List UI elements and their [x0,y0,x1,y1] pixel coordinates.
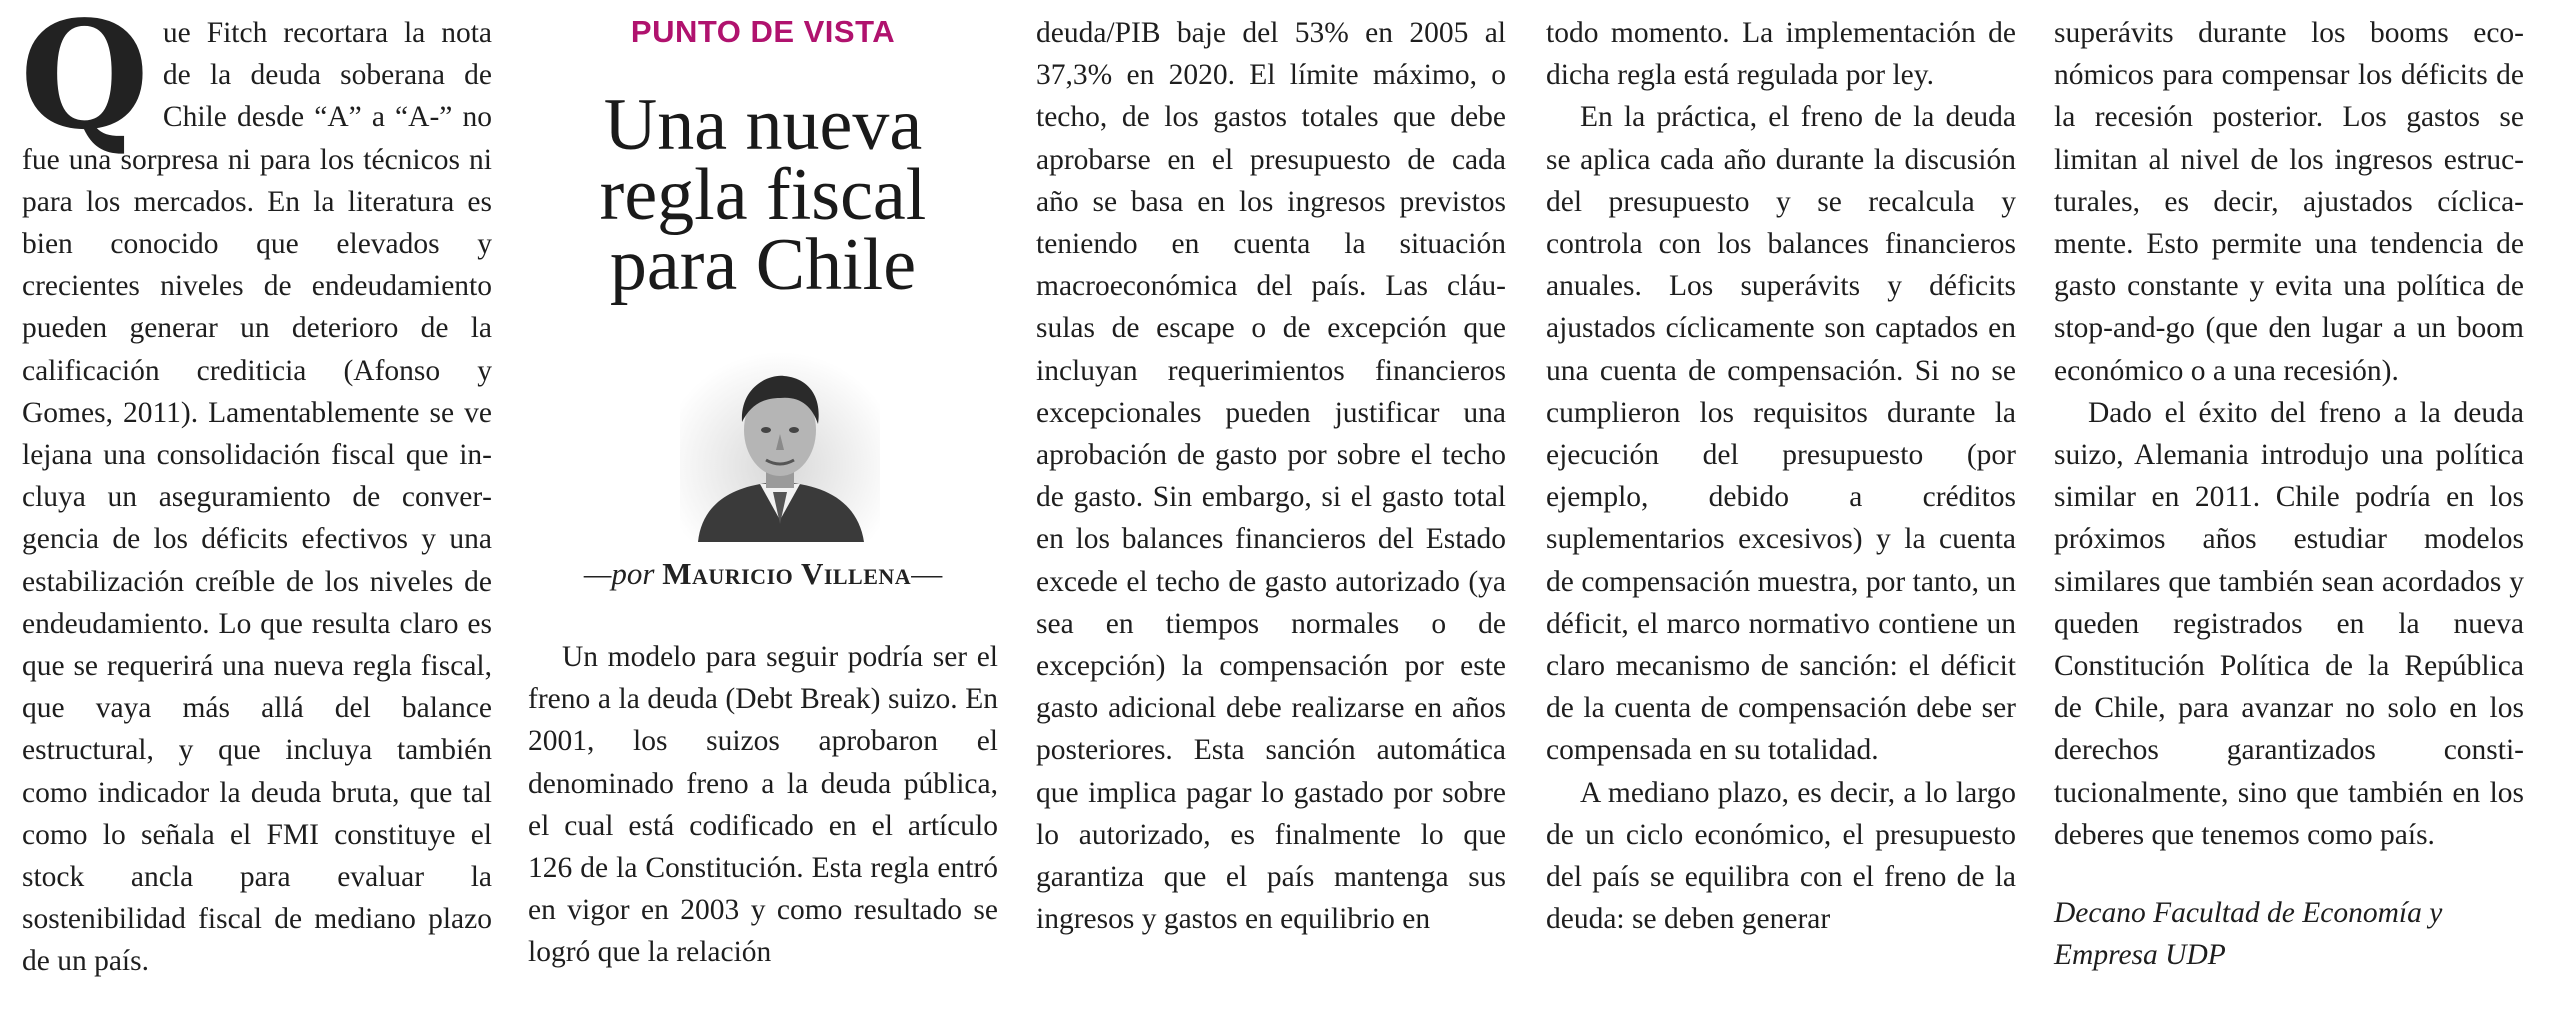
column-2-text: Un modelo para seguir podría ser el freno a la deuda (Debt Break) suizo. En 2001, los suizos aprobaron el denominado freno a la deuda pública, el cual está codificado en el artículo 126 de la Constitución. Esta regla entró en vigor en 2003 y como resultado se logró que la relación [528,641,998,969]
column-2 [528,636,998,974]
paragraph: superávits durante los booms económicos para compensar los déficits de la recesión posterior. Los gastos se limitan al nivel de los ingresos estructurales, es decir, ajustados cíclicamente. Esto permite una tendencia de gasto constante y evita una política de stop-and-go (que den lugar a un boom económico o a una recesión). [2054,17,2524,387]
headline-line: Una nueva [603,84,923,166]
headline [528,84,998,306]
column-3 [1036,12,1506,940]
byline-prefix: —por [583,556,655,591]
author-signature: Decano Facultad de Economía y Empresa UDP [2054,897,2443,972]
column-5 [2054,12,2524,976]
column-1 [20,0,492,983]
byline-suffix: — [911,556,943,591]
column-3-text: deuda/PIB baje del 53% en 2005 al 37,3% en 2020. El límite máximo, o techo, de los gastos totales que debe aprobarse en el presupuesto de cada año se basa en los ingresos previstos teniendo en cuenta la situación macroeconómica del país. Las cláusulas de escape o de excepción que incluyan requerimientos financieros excepcionales pueden justificar una aprobación de gasto por sobre el techo de gasto. Sin embargo, si el gasto total en los balances financieros del Estado excede el techo de gasto autorizado (ya sea en tiempos normales o de excepción) la compensación por este gasto adicional debe realizarse en años posteriores. Esta sanción automática que implica pagar lo gastado por sobre lo autorizado, es finalmente lo que garantiza que el país mantenga sus ingresos y gastos en equilibrio en [1036,17,1506,936]
paragraph: En la práctica, el freno de la deuda se aplica cada año durante la discusión del presupuesto y se recalcula y controla con los balances financieros anuales. Los superávits y déficits ajustados cíclicamente son captados en una cuenta de compensación. Si no se cumplieron los requisitos durante la ejecución del presupuesto (por ejemplo, debido a créditos suplementarios excesivos) y la cuenta de compensación muestra, por tanto, un déficit, el marco normativo contiene un claro mecanismo de sanción: el déficit de la cuenta de compensación debe ser compensada en su totalidad. [1546,101,2016,767]
paragraph: Dado el éxito del freno a la deuda suizo, Alemania introdujo una política similar en 2011. Chile podría en los próximos años estudiar modelos similares que también sean acordados y queden registrados en la nueva Constitución Política de la República de Chile, para avanzar no solo en los derechos garantizados constitucionalmente, sino que también en los deberes que tenemos como país. [2054,396,2524,851]
headline-line: regla fiscal [599,154,927,236]
author-photo [680,352,880,542]
paragraph: todo momento. La implementación de dicha regla está regulada por ley. [1546,17,2016,92]
byline [528,556,998,592]
section-label: PUNTO DE VISTA [630,14,896,49]
drop-cap: Q [20,0,149,162]
column-4 [1546,12,2016,940]
paragraph: A mediano plazo, es decir, a lo largo de un ciclo económico, el presupuesto del país se equilibra con el freno de la deuda: se deben generar [1546,776,2016,936]
headline-line: para Chile [609,224,917,306]
author-portrait-icon [680,352,880,542]
column-1-text: ue Fitch recortara la nota de la deuda soberana de Chile desde “A” a “A-” no fue una sorpresa ni para los técnicos ni para los mercados. En la literatura es bien conocido que elevados y crecientes niveles de endeudamiento pueden generar un deterioro de la calificación crediticia (Afonso y Gomes, 2011). Lamentablemente se ve lejana una consolidación fiscal que incluya un aseguramiento de convergencia de los déficits efectivos y una estabilización creíble de los niveles de endeudamiento. Lo que resulta claro es que se requerirá una nueva regla fiscal, que vaya más allá del balance estructural, y que incluya también como indicador la deuda bruta, que tal como lo señala el FMI constituye el stock ancla para evaluar la sostenibilidad fiscal de mediano plazo de un país. [22,17,492,978]
lead-paragraph [20,0,492,983]
author-name: Mauricio Villena [662,556,912,591]
